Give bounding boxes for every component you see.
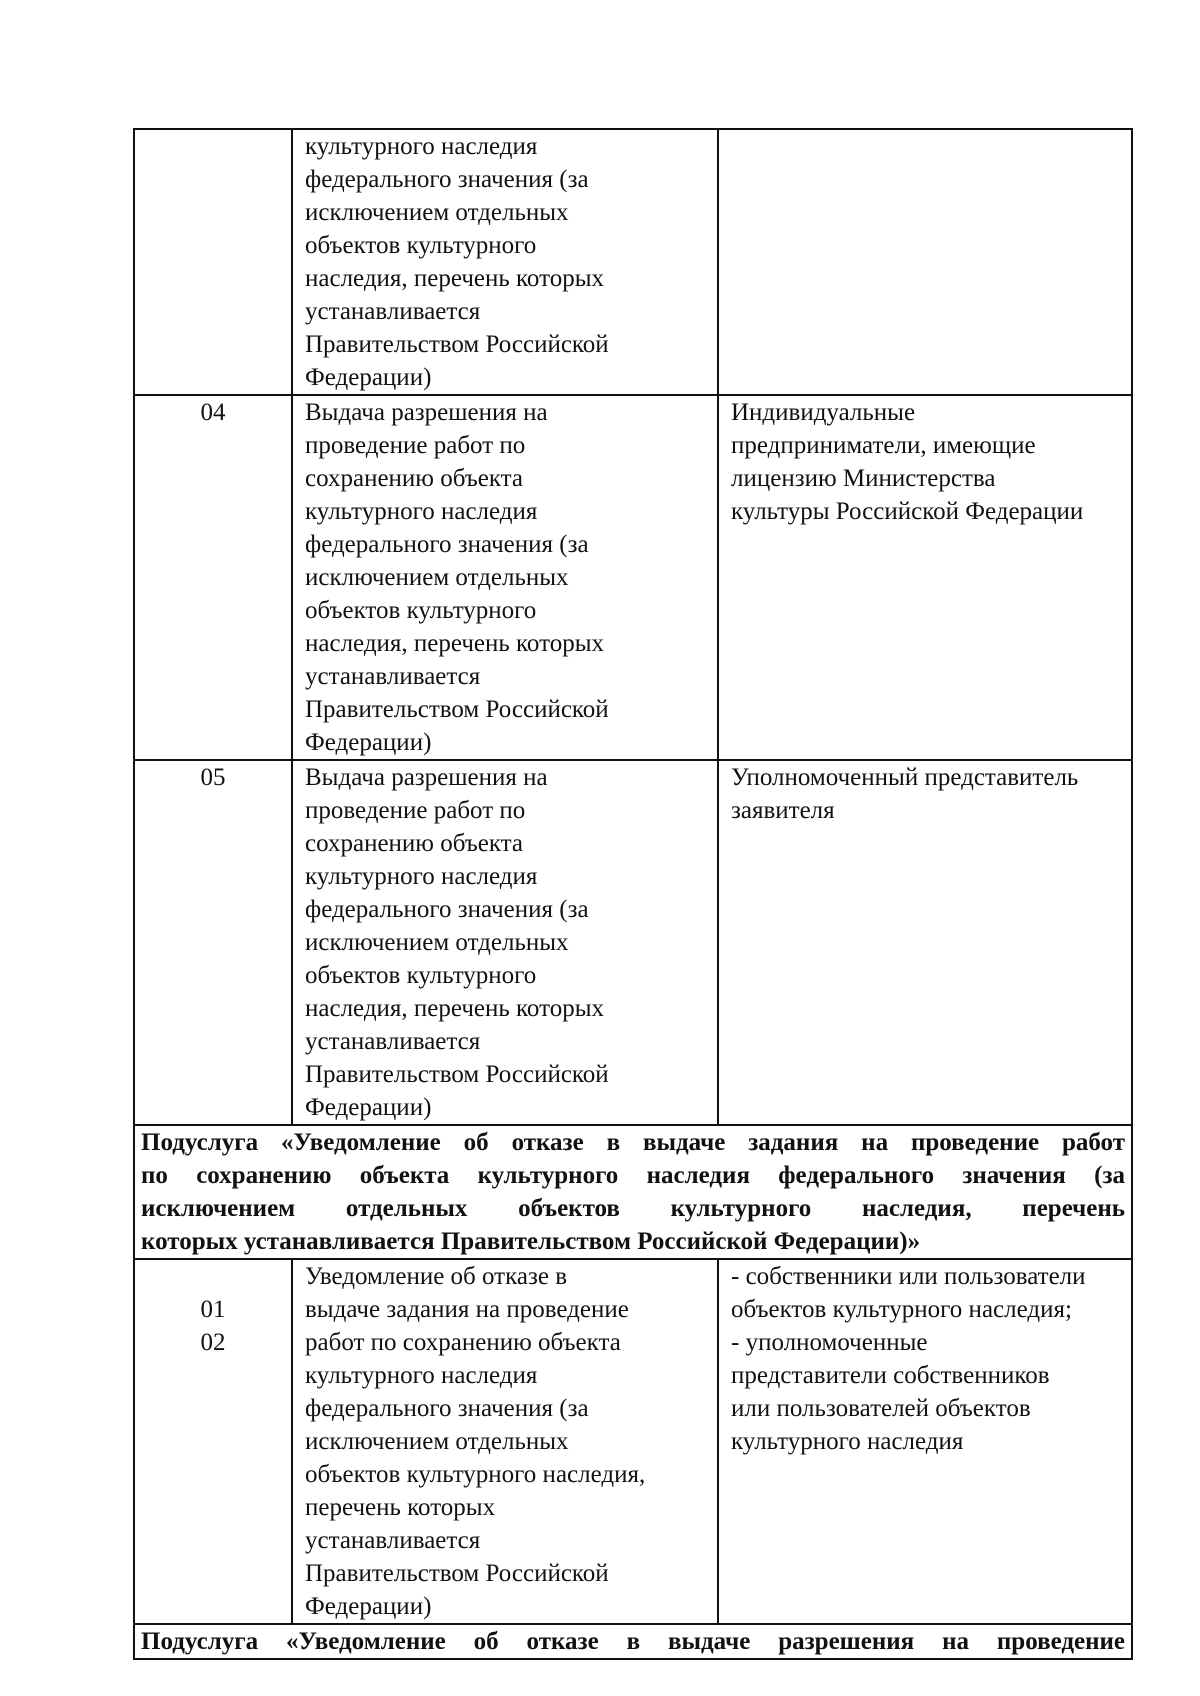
applicant-cell bbox=[718, 1259, 1132, 1624]
text-line: устанавливается bbox=[305, 1527, 481, 1554]
text-line: объектов культурного bbox=[305, 232, 537, 259]
text-line: сохранению объекта bbox=[305, 465, 523, 492]
applicant-cell bbox=[718, 129, 1132, 395]
text-line: - собственники или пользователи bbox=[731, 1263, 1086, 1290]
text-line: устанавливается bbox=[305, 298, 481, 325]
text-line: Федерации) bbox=[305, 1593, 432, 1620]
row-number-cell bbox=[134, 129, 292, 395]
text-line: устанавливается bbox=[305, 1028, 481, 1055]
text-line: объектов культурного bbox=[305, 962, 537, 989]
subservice-header-row bbox=[134, 1624, 1132, 1659]
text-line: Правительством Российской bbox=[305, 331, 609, 358]
row-number bbox=[135, 1260, 291, 1293]
table-row bbox=[134, 760, 1132, 1125]
text-line: Федерации) bbox=[305, 1094, 432, 1121]
table-row bbox=[134, 129, 1132, 395]
subservice-header-line: по сохранению объекта культурного наследия федерального значения (за bbox=[141, 1162, 1125, 1189]
service-name-cell bbox=[292, 129, 718, 395]
services-table bbox=[133, 128, 1133, 1660]
text-line: Правительством Российской bbox=[305, 1061, 609, 1088]
text-line: - уполномоченные bbox=[731, 1329, 928, 1356]
subservice-header-line: исключением отдельных объектов культурного наследия, перечень bbox=[141, 1195, 1125, 1222]
subservice-header bbox=[134, 1624, 1132, 1659]
row-number: 04 bbox=[200, 399, 226, 426]
text-line: Федерации) bbox=[305, 729, 432, 756]
text-line: федерального значения (за bbox=[305, 166, 589, 193]
table-row bbox=[134, 1259, 1132, 1624]
subservice-header-line: Подуслуга «Уведомление об отказе в выдаче задания на проведение работ bbox=[141, 1129, 1125, 1156]
row-number: 01 bbox=[200, 1296, 226, 1323]
text-line: объектов культурного наследия; bbox=[731, 1296, 1072, 1323]
text-line: объектов культурного bbox=[305, 597, 537, 624]
text-line: Выдача разрешения на bbox=[305, 399, 548, 426]
text-line: культурного наследия bbox=[305, 863, 538, 890]
text-line: Правительством Российской bbox=[305, 1560, 609, 1587]
text-line: работ по сохранению объекта bbox=[305, 1329, 621, 1356]
row-number: 02 bbox=[200, 1329, 226, 1356]
row-number-cell bbox=[134, 395, 292, 760]
text-line: исключением отдельных bbox=[305, 929, 569, 956]
text-line: проведение работ по bbox=[305, 432, 526, 459]
text-line: Выдача разрешения на bbox=[305, 764, 548, 791]
text-line: предприниматели, имеющие bbox=[731, 432, 1036, 459]
text-line: выдаче задания на проведение bbox=[305, 1296, 629, 1323]
text-line: культурного наследия bbox=[305, 498, 538, 525]
text-line: федерального значения (за bbox=[305, 531, 589, 558]
text-line: заявителя bbox=[731, 797, 835, 824]
text-line: лицензию Министерства bbox=[731, 465, 996, 492]
subservice-header-line: которых устанавливается Правительством Российской Федерации)» bbox=[141, 1228, 921, 1255]
subservice-header bbox=[134, 1125, 1132, 1259]
text-line: культурного наследия bbox=[305, 133, 538, 160]
text-line: или пользователей объектов bbox=[731, 1395, 1031, 1422]
service-name-cell bbox=[292, 395, 718, 760]
text-line: культуры Российской Федерации bbox=[731, 498, 1084, 525]
text-line: наследия, перечень которых bbox=[305, 995, 604, 1022]
subservice-header-line: Подуслуга «Уведомление об отказе в выдаче разрешения на проведение bbox=[141, 1628, 1125, 1655]
service-name-cell bbox=[292, 1259, 718, 1624]
text-line: объектов культурного наследия, bbox=[305, 1461, 646, 1488]
text-line: сохранению объекта bbox=[305, 830, 523, 857]
row-number: 05 bbox=[200, 764, 226, 791]
text-line: исключением отдельных bbox=[305, 199, 569, 226]
text-line: исключением отдельных bbox=[305, 564, 569, 591]
service-name-cell bbox=[292, 760, 718, 1125]
text-line: Правительством Российской bbox=[305, 696, 609, 723]
text-line: Уведомление об отказе в bbox=[305, 1263, 567, 1290]
applicant-cell bbox=[718, 395, 1132, 760]
text-line: наследия, перечень которых bbox=[305, 630, 604, 657]
text-line: наследия, перечень которых bbox=[305, 265, 604, 292]
row-number-cell bbox=[134, 760, 292, 1125]
text-line: федерального значения (за bbox=[305, 896, 589, 923]
text-line: Уполномоченный представитель bbox=[731, 764, 1079, 791]
text-line: Индивидуальные bbox=[731, 399, 916, 426]
table-row bbox=[134, 395, 1132, 760]
text-line: проведение работ по bbox=[305, 797, 526, 824]
text-line: культурного наследия bbox=[305, 1362, 538, 1389]
subservice-header-row bbox=[134, 1125, 1132, 1259]
text-line: исключением отдельных bbox=[305, 1428, 569, 1455]
text-line: Федерации) bbox=[305, 364, 432, 391]
text-line: федерального значения (за bbox=[305, 1395, 589, 1422]
text-line: представители собственников bbox=[731, 1362, 1050, 1389]
row-number-cell bbox=[134, 1259, 292, 1624]
text-line: культурного наследия bbox=[731, 1428, 964, 1455]
text-line: устанавливается bbox=[305, 663, 481, 690]
applicant-cell bbox=[718, 760, 1132, 1125]
text-line: перечень которых bbox=[305, 1494, 496, 1521]
